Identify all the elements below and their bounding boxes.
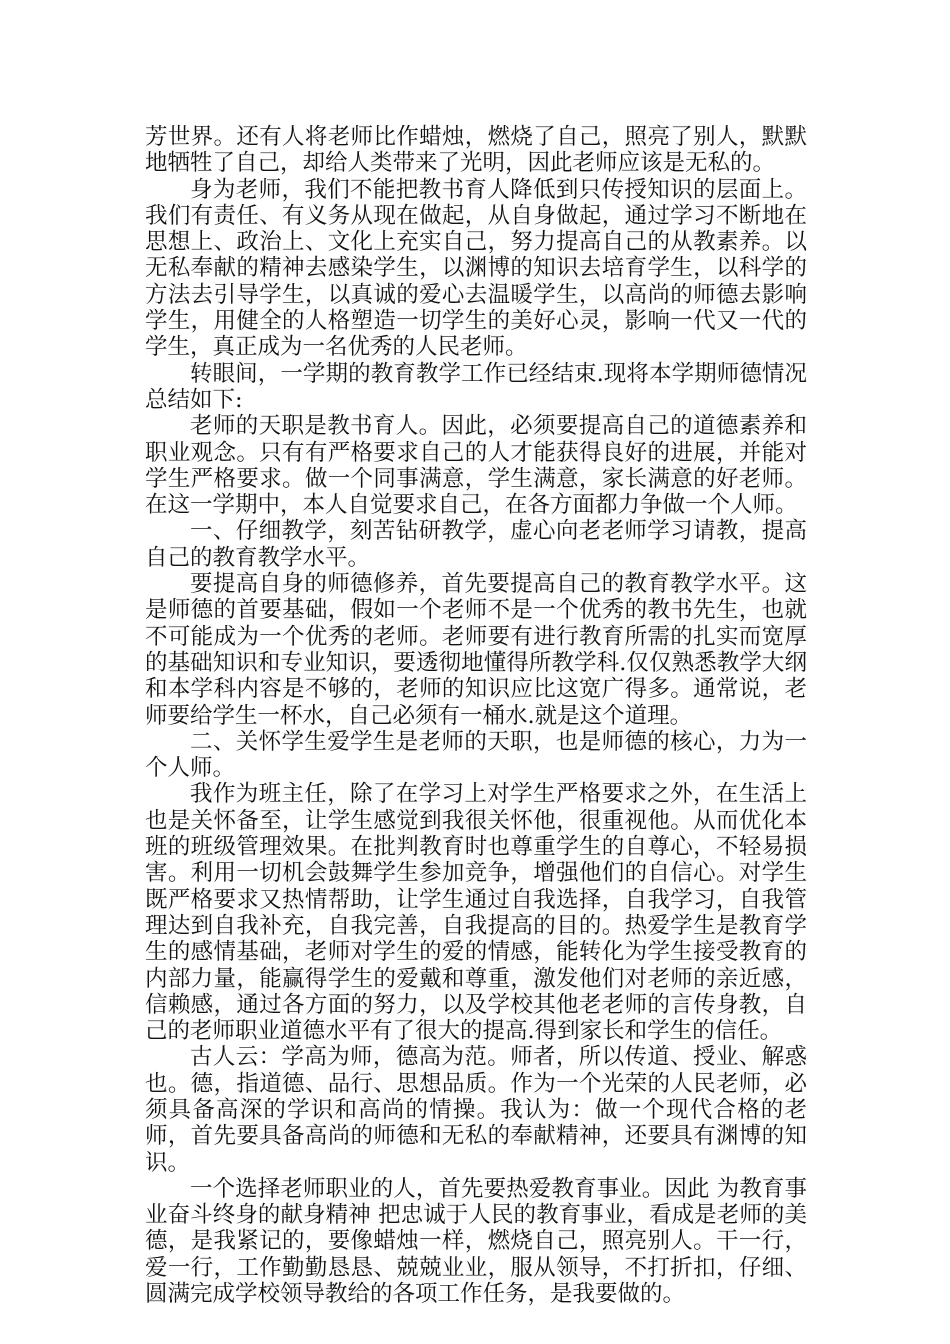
paragraph-career-choice: 一个选择老师职业的人，首先要热爱教育事业。因此 为教育事业奋斗终身的献身精神 把忠诚于人民的教育事业，看成是老师的美德，是我紧记的，要像蜡烛一样，燃烧自己，照亮别人。干一行，爱一行，工作勤勤恳恳、兢兢业业，服从领导，不打折扣，仔细、圆满完成学校领导教给的各项工作任务，是我要做的。 [145, 1175, 807, 1308]
section-heading-2: 二、关怀学生爱学生是老师的天职，也是师德的核心，力为一个人师。 [145, 728, 807, 782]
paragraph-continued: 芳世界。还有人将老师比作蜡烛，燃烧了自己，照亮了别人，默默地牺牲了自己，却给人类带来了光明，因此老师应该是无私的。 [145, 124, 807, 177]
paragraph-class-teacher: 我作为班主任，除了在学习上对学生严格要求之外，在生活上也是关怀备至，让学生感觉到我很关怀他，很重视他。从而优化本班的班级管理效果。在批判教育时也尊重学生的自尊心，不轻易损害。利用一切机会鼓舞学生参加竞争，增强他们的自信心。对学生既严格要求又热情帮助，让学生通过自我选择，自我学习，自我管理达到自我补充，自我完善，自我提高的目的。热爱学生是教育学生的感情基础，老师对学生的爱的情感，能转化为学生接受教育的内部力量，能赢得学生的爱戴和尊重，激发他们对老师的亲近感，信赖感，通过各方面的努力，以及学校其他老老师的言传身教，自己的老师职业道德水平有了很大的提高.得到家长和学生的信任。 [145, 781, 807, 1045]
paragraph-ancient-saying: 古人云：学高为师，德高为范。师者，所以传道、授业、解惑也。德，指道德、品行、思想品质。作为一个光荣的人民老师，必须具备高深的学识和高尚的情操。我认为：做一个现代合格的老师，首先要具备高尚的师德和无私的奉献精神，还要具有渊博的知识。 [145, 1044, 807, 1176]
paragraph-teaching-level: 要提高自身的师德修养，首先要提高自己的教育教学水平。这是师德的首要基础，假如一个老师不是一个优秀的教书先生，也就不可能成为一个优秀的老师。老师要有进行教育所需的扎实而宽厚的基础知识和专业知识，要透彻地懂得所教学科.仅仅熟悉教学大纲和本学科内容是不够的，老师的知识应比这宽广得多。通常说，老师要给学生一杯水，自己必须有一桶水.就是这个道理。 [145, 571, 807, 729]
paragraph-teacher-duty: 身为老师，我们不能把教书育人降低到只传授知识的层面上。我们有责任、有义务从现在做起，从自身做起，通过学习不断地在思想上、政治上、文化上充实自己，努力提高自己的从教素养。以无私奉献的精神去感染学生，以渊博的知识去培育学生，以科学的方法去引导学生，以真诚的爱心去温暖学生，以高尚的师德去影响学生，用健全的人格塑造一切学生的美好心灵，影响一代又一代的学生，真正成为一名优秀的人民老师。 [145, 176, 807, 361]
paragraph-professional-ethics: 老师的天职是教书育人。因此，必须要提高自己的道德素养和职业观念。只有有严格要求自己的人才能获得良好的进展，并能对学生严格要求。做一个同事满意，学生满意，家长满意的好老师。在这一学期中，本人自觉要求自己，在各方面都力争做一个人师。 [145, 413, 807, 519]
paragraph-semester-summary: 转眼间，一学期的教育教学工作已经结束.现将本学期师德情况总结如下: [145, 360, 807, 413]
section-heading-1: 一、仔细教学，刻苦钻研教学，虚心向老老师学习请教，提高自己的教育教学水平。 [145, 518, 807, 571]
document-body [145, 124, 807, 1307]
